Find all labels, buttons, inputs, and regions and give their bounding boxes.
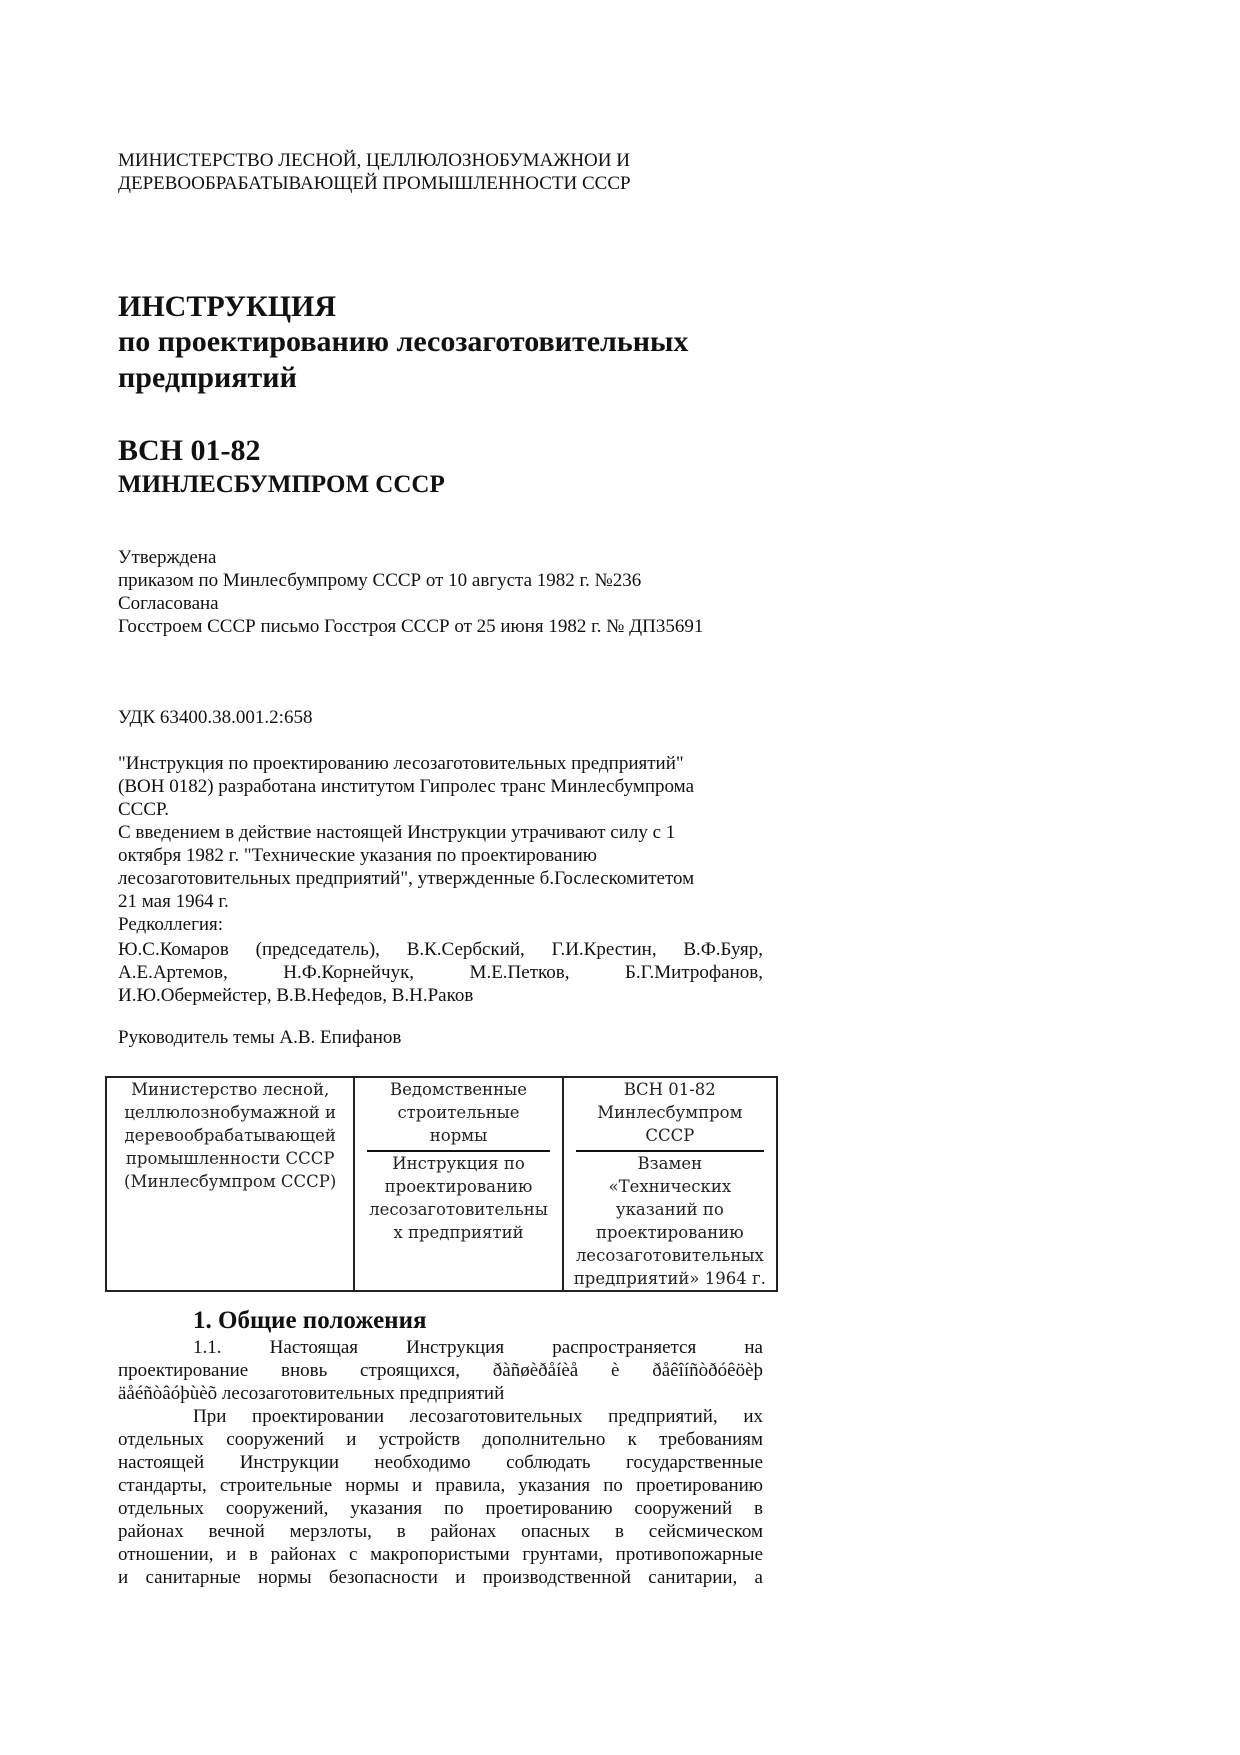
cell-line: Министерство лесной, [131,1080,330,1099]
cell-line: промышленности СССР [125,1149,335,1168]
cell-line: указаний по [615,1200,724,1219]
cell-line: нормы [429,1126,488,1145]
cell-top [361,1078,555,1148]
document-code [118,433,445,501]
cell-bottom [361,1152,555,1244]
para-line: стандарты, строительные нормы и правила, указания по проетированию [118,1475,763,1496]
document-stamp-table [105,1076,778,1292]
cell-line: х предприятий [393,1223,524,1242]
para-line: районах вечной мерзлоты, в районах опасных в сейсмическом [118,1521,763,1542]
cell-line: лесозаготовительны [369,1200,548,1219]
para-line: настоящей Инструкции необходимо соблюдать государственные [118,1452,763,1473]
table-row [106,1077,777,1291]
cell-line: СССР [645,1126,695,1145]
cell-top [570,1078,770,1148]
cell-line: ВСН 01-82 [623,1080,716,1099]
intro-line: СССР. [118,799,169,820]
paragraph-2 [118,1405,763,1589]
code-agency: МИНЛЕСБУМПРОМ СССР [118,471,445,498]
cell-line: целлюлознобумажной и [124,1103,337,1122]
cell-line: предприятий» 1964 г. [573,1269,766,1288]
title-sub-line: предприятий [118,361,297,394]
cell-line: Минлесбумпром [597,1103,743,1122]
cell-line: Взамен [637,1154,703,1173]
cell-line: (Минлесбумпром СССР) [124,1172,337,1191]
para-line: äåéñòâóþùèõ лесозаготовительных предприятий [118,1383,505,1404]
stamp-cell-code [563,1077,777,1291]
intro-line: С введением в действие настоящей Инструкции утрачивают силу с 1 [118,822,676,843]
editors-line: Ю.С.Комаров (председатель), В.К.Сербский, Г.И.Крестин, В.Ф.Буяр, [118,939,763,960]
code-number: ВСН 01-82 [118,434,261,467]
cell-bottom [570,1152,770,1290]
editors-line: И.Ю.Обермейстер, В.В.Нефедов, В.Н.Раков [118,985,474,1006]
para-line: При проектировании лесозаготовительных предприятий, их [193,1406,763,1427]
cell-line: строительные [397,1103,520,1122]
approved-by: приказом по Минлесбумпрому СССР от 10 августа 1982 г. №236 [118,570,642,591]
intro-line: "Инструкция по проектированию лесозаготовительных предприятий" [118,753,684,774]
stamp-cell-norms [354,1077,562,1291]
intro-line: лесозаготовительных предприятий", утвержденные б.Гослескомитетом [118,868,695,889]
intro-line: 21 мая 1964 г. [118,891,229,912]
approval-block [118,546,703,638]
section-heading: 1. Общие положения [193,1307,427,1334]
para-line: отношении, и в районах с макропористыми грунтами, противопожарные [118,1544,763,1565]
ministry-line: ДЕРЕВООБРАБАТЫВАЮЩЕЙ ПРОМЫШЛЕННОСТИ СССР [118,173,631,194]
ministry-line: МИНИСТЕРСТВО ЛЕСНОЙ, ЦЕЛЛЮЛОЗНОБУМАЖНОИ И [118,150,630,171]
udk-code: УДК 63400.38.001.2:658 [118,707,313,728]
agreed-label: Согласована [118,593,219,614]
title-main: ИНСТРУКЦИЯ [118,290,337,323]
cell-line: «Технических [608,1177,732,1196]
stamp-cell-ministry [106,1077,354,1291]
intro-line: (ВОН 0182) разработана институтом Гипролес транс Минлесбумпрома [118,776,695,797]
agreed-by: Госстроем СССР письмо Госстроя СССР от 25 июня 1982 г. № ДП35691 [118,616,704,637]
para-line: отдельных сооружений и устройств дополнительно к требованиям [118,1429,763,1450]
para-line: проектирование вновь строящихся, ðàñøèðåíèå è ðåêîíñòðóêöèþ [118,1360,763,1381]
editorial-board-label: Редколлегия: [118,914,224,935]
cell-line: Ведомственные [389,1080,528,1099]
cell-line: лесозаготовительных [575,1246,764,1265]
topic-leader: Руководитель темы А.В. Епифанов [118,1027,402,1048]
title-sub-line: по проектированию лесозаготовительных [118,325,689,358]
cell-line: проектированию [595,1223,744,1242]
ministry-header [118,149,631,195]
intro-line: октября 1982 г. "Технические указания по проектированию [118,845,597,866]
approved-label: Утверждена [118,547,217,568]
document-title [118,289,688,396]
cell-line: проектированию [384,1177,533,1196]
para-line: и санитарные нормы безопасности и производственной санитарии, а [118,1567,763,1588]
para-line: отдельных сооружений, указания по проетированию сооружений в [118,1498,763,1519]
editors-line: А.Е.Артемов, Н.Ф.Корнейчук, М.Е.Петков, Б.Г.Митрофанов, [118,962,763,983]
para-line: 1.1. Настоящая Инструкция распространяется на [193,1337,763,1358]
cell-line: деревообрабатывающей [124,1126,336,1145]
cell-line: Инструкция по [392,1154,525,1173]
paragraph-1-1 [118,1336,763,1405]
editorial-board-list [118,938,763,1007]
intro-text [118,752,763,936]
